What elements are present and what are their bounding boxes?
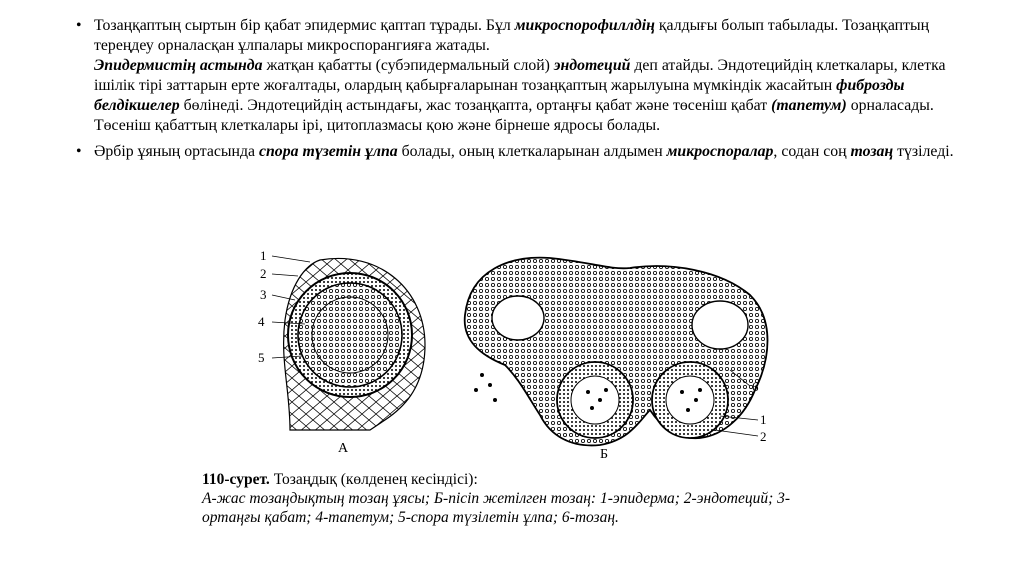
term-sporogenous-tissue: спора түзетін ұлпа <box>259 143 398 160</box>
bullet-list <box>70 16 990 168</box>
text: Тозаңқаптың сыртын бір қабат эпидермис қаптап тұрады. Бұл <box>94 17 515 34</box>
figure-a-label-1: 1 <box>260 248 267 263</box>
figure-b-letter: Б <box>600 447 609 462</box>
figure-b-label-1: 1 <box>760 412 767 427</box>
figure-a-label-2: 2 <box>260 266 267 281</box>
anther-cross-section-figure <box>250 240 810 465</box>
term-fibrous-bands: фиброзды белдікшелер <box>94 77 905 114</box>
text: , содан соң <box>773 143 851 160</box>
figure-a-label-4: 4 <box>258 314 265 329</box>
term-microspores: микроспоралар <box>666 143 774 160</box>
figure-b-label-2: 2 <box>760 429 767 444</box>
caption-legend: А-жас тозаңдықтың тозаң ұясы; Б-пісіп жетілген тозаң: 1-эпидерма; 2-эндотеций; 3-ортаңғы қабат; 4-тапетум; 5-спора түзілетін ұлпа; 6-тозаң. <box>202 490 791 526</box>
bullet-item-anther-wall <box>70 16 990 136</box>
figure-a-label-5: 5 <box>258 350 265 365</box>
figure-b-drawing <box>465 258 768 446</box>
figure-b-label-6: 6 <box>752 379 759 394</box>
term-microsporophyll: микроспорофиллдің <box>514 17 655 34</box>
figure-caption <box>202 470 842 527</box>
bullet-dot: • <box>76 17 82 34</box>
bullet-item-sporogenous-tissue <box>70 142 990 162</box>
term-pollen: тозаң <box>850 143 894 160</box>
caption-title: Тозаңдық (көлденең кесіндісі): <box>269 471 478 488</box>
figure-a-drawing <box>272 256 425 430</box>
text: Әрбір ұяның ортасында <box>94 143 259 160</box>
text: болады, оның клеткаларынан алдымен <box>397 143 667 160</box>
text: түзіледі. <box>893 143 954 160</box>
text: орналасады. Төсеніш қабаттың клеткалары ірі, цитоплазмасы қою және бірнеше ядросы болады. <box>94 97 934 134</box>
term-endothecium: эндотеций <box>553 57 631 74</box>
text: деп атайды. Эндотецийдің клеткалары, клетка ішілік тірі заттарын ерте жоғалтады, олардың қабырғаларынан тозаңқаптың жарылуына мүмкіндік жасайтын <box>94 57 946 94</box>
term-under-epidermis: Эпидермистің астында <box>94 57 263 74</box>
text: жатқан қабатты (субэпидермальный слой) <box>262 57 554 74</box>
text: бөлінеді. Эндотецийдің астындағы, жас тозаңқапта, ортаңғы қабат және төсеніш қабат <box>179 97 772 114</box>
caption-number: 110-сурет. <box>202 471 270 488</box>
figure-a-letter: А <box>338 441 349 456</box>
bullet-dot: • <box>76 143 82 160</box>
term-tapetum: (тапетум) <box>771 97 847 114</box>
text: қалдығы болып табылады. Тозаңқаптың тереңдеу орналасқан ұлпалары микроспорангияға жатады. <box>94 17 930 54</box>
figure-a-label-3: 3 <box>260 287 267 302</box>
